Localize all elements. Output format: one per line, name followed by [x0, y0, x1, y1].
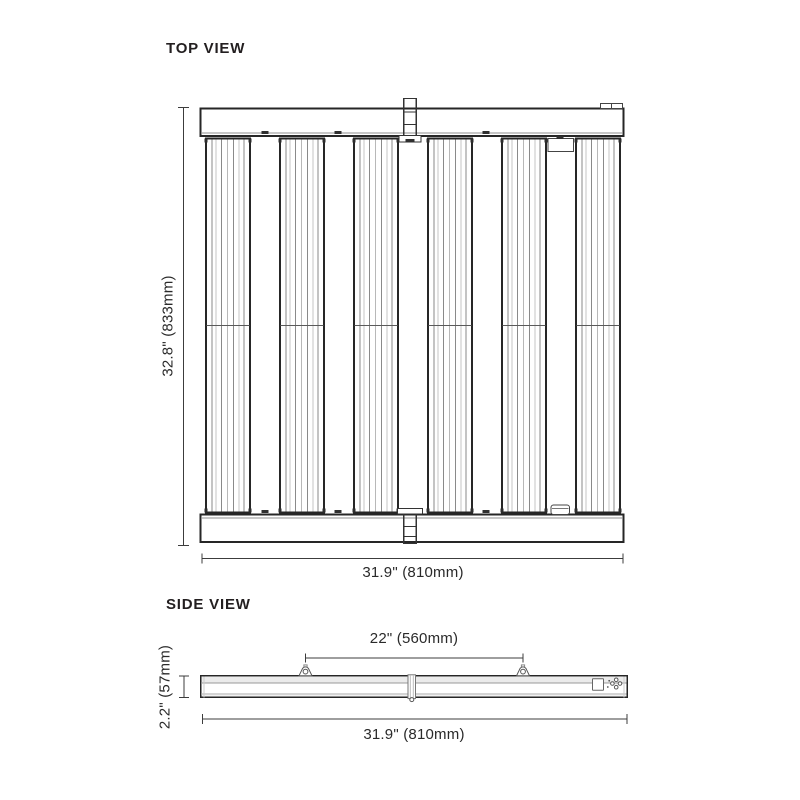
side-view-hanger-spacing-dimension-line: [306, 654, 524, 662]
led-bar-mount-tab: [501, 139, 504, 143]
side-view-width-dimension-line: [203, 715, 628, 724]
top-view-height-dimension-label: 32.8" (833mm): [159, 275, 177, 377]
power-plug-detail: [551, 505, 570, 515]
display-window: [593, 679, 604, 691]
led-bar-mount-tab: [353, 139, 356, 143]
led-bar-mount-tab: [205, 509, 208, 513]
side-view-width-dimension-label: 31.9" (810mm): [363, 726, 465, 743]
top-view-width-dimension-line: [202, 554, 623, 563]
control-module-box: [548, 136, 574, 152]
led-bar-mount-tab: [575, 139, 578, 143]
top-view-width-dimension-label: 31.9" (810mm): [362, 564, 464, 581]
top-view-drawing: [179, 99, 624, 564]
led-bar-mount-tab: [427, 139, 430, 143]
led-bar-mount-tab: [323, 139, 326, 143]
side-view-hanger-spacing-label: 22" (560mm): [369, 630, 459, 647]
side-view-center-joint: [408, 675, 416, 702]
top-view-height-dimension-line: [179, 108, 189, 546]
bottom-rail: [201, 515, 624, 543]
led-bar-mount-tab: [501, 509, 504, 513]
hanger-bracket-left: [299, 665, 312, 676]
led-bar-mount-tab: [279, 139, 282, 143]
led-bar-mount-tab: [249, 509, 252, 513]
led-bar-mount-tab: [279, 509, 282, 513]
side-view-height-dimension-label: 2.2" (57mm): [156, 644, 174, 730]
led-bar-mount-tab: [619, 139, 622, 143]
led-bar-mount-tab: [427, 509, 430, 513]
top-view-title: TOP VIEW: [166, 40, 246, 57]
side-view-drawing: [180, 654, 628, 724]
led-bar-mount-tab: [471, 139, 474, 143]
led-bar-mount-tab: [205, 139, 208, 143]
side-view-height-dimension-line: [180, 676, 189, 697]
side-view-title: SIDE VIEW: [166, 596, 251, 613]
led-bar-mount-tab: [575, 509, 578, 513]
led-bar-mount-tab: [353, 509, 356, 513]
led-bar-mount-tab: [545, 509, 548, 513]
led-bar-mount-tab: [249, 139, 252, 143]
led-bar-mount-tab: [545, 139, 548, 143]
led-bars: [205, 139, 622, 513]
led-bar-mount-tab: [471, 509, 474, 513]
hanger-bracket-right: [517, 665, 530, 676]
led-bar-mount-tab: [619, 509, 622, 513]
led-bar-mount-tab: [323, 509, 326, 513]
